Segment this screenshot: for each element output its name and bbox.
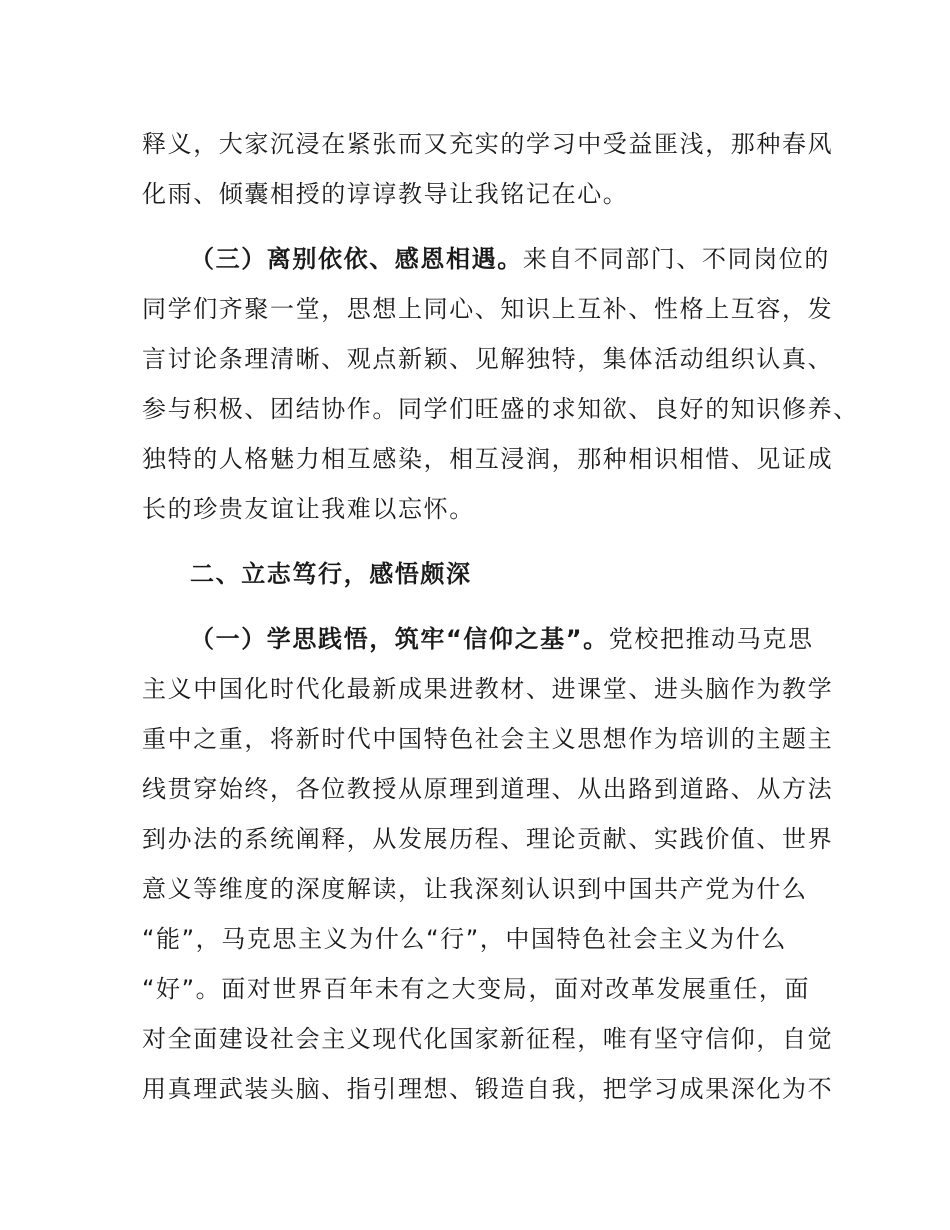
paragraph-line: 化雨、倾囊相授的谆谆教导让我铭记在心。 bbox=[142, 180, 629, 208]
paragraph-line: 对全面建设社会主义现代化国家新征程，唯有坚守信仰，自觉 bbox=[142, 1025, 834, 1053]
paragraph-first-line bbox=[190, 621, 822, 657]
paragraph-line: “好”。面对世界百年未有之大变局，面对改革发展重任，面 bbox=[142, 975, 811, 1003]
section-heading: 二、立志笃行，感悟颇深 bbox=[190, 560, 472, 588]
paragraph-line: 到办法的系统阐释，从发展历程、理论贡献、实践价值、世界 bbox=[142, 825, 834, 853]
paragraph-line: 用真理武装头脑、指引理想、锻造自我，把学习成果深化为不 bbox=[142, 1075, 834, 1103]
paragraph-first-line bbox=[190, 241, 831, 277]
subheading: （三）离别依依、感恩相遇。 bbox=[190, 245, 523, 273]
paragraph-text: 党校把推动马克思 bbox=[608, 625, 814, 653]
paragraph-line: 言讨论条理清晰、观点新颖、见解独特，集体活动组织认真、 bbox=[142, 345, 834, 373]
paragraph-line: 长的珍贵友谊让我难以忘怀。 bbox=[142, 495, 475, 523]
paragraph-line: “能”，马克思主义为什么“行”，中国特色社会主义为什么 bbox=[142, 925, 787, 953]
paragraph-text: 来自不同部门、不同岗位的 bbox=[522, 245, 831, 273]
paragraph-line: 意义等维度的深度解读，让我深刻认识到中国共产党为什么 bbox=[142, 875, 808, 903]
paragraph-line: 主义中国化时代化最新成果进教材、进课堂、进头脑作为教学 bbox=[142, 675, 834, 703]
subheading: （一）学思践悟，筑牢“信仰之基”。 bbox=[190, 625, 609, 653]
paragraph-line: 独特的人格魅力相互感染，相互浸润，那种相识相惜、见证成 bbox=[142, 445, 834, 473]
paragraph-line: 同学们齐聚一堂，思想上同心、知识上互补、性格上互容，发 bbox=[142, 295, 834, 323]
paragraph-line: 参与积极、团结协作。同学们旺盛的求知欲、良好的知识修养、 bbox=[142, 395, 859, 423]
paragraph-line: 线贯穿始终，各位教授从原理到道理、从出路到道路、从方法 bbox=[142, 775, 834, 803]
paragraph-line: 重中之重，将新时代中国特色社会主义思想作为培训的主题主 bbox=[142, 725, 834, 753]
paragraph-line: 释义，大家沉浸在紧张而又充实的学习中受益匪浅，那种春风 bbox=[142, 130, 834, 158]
